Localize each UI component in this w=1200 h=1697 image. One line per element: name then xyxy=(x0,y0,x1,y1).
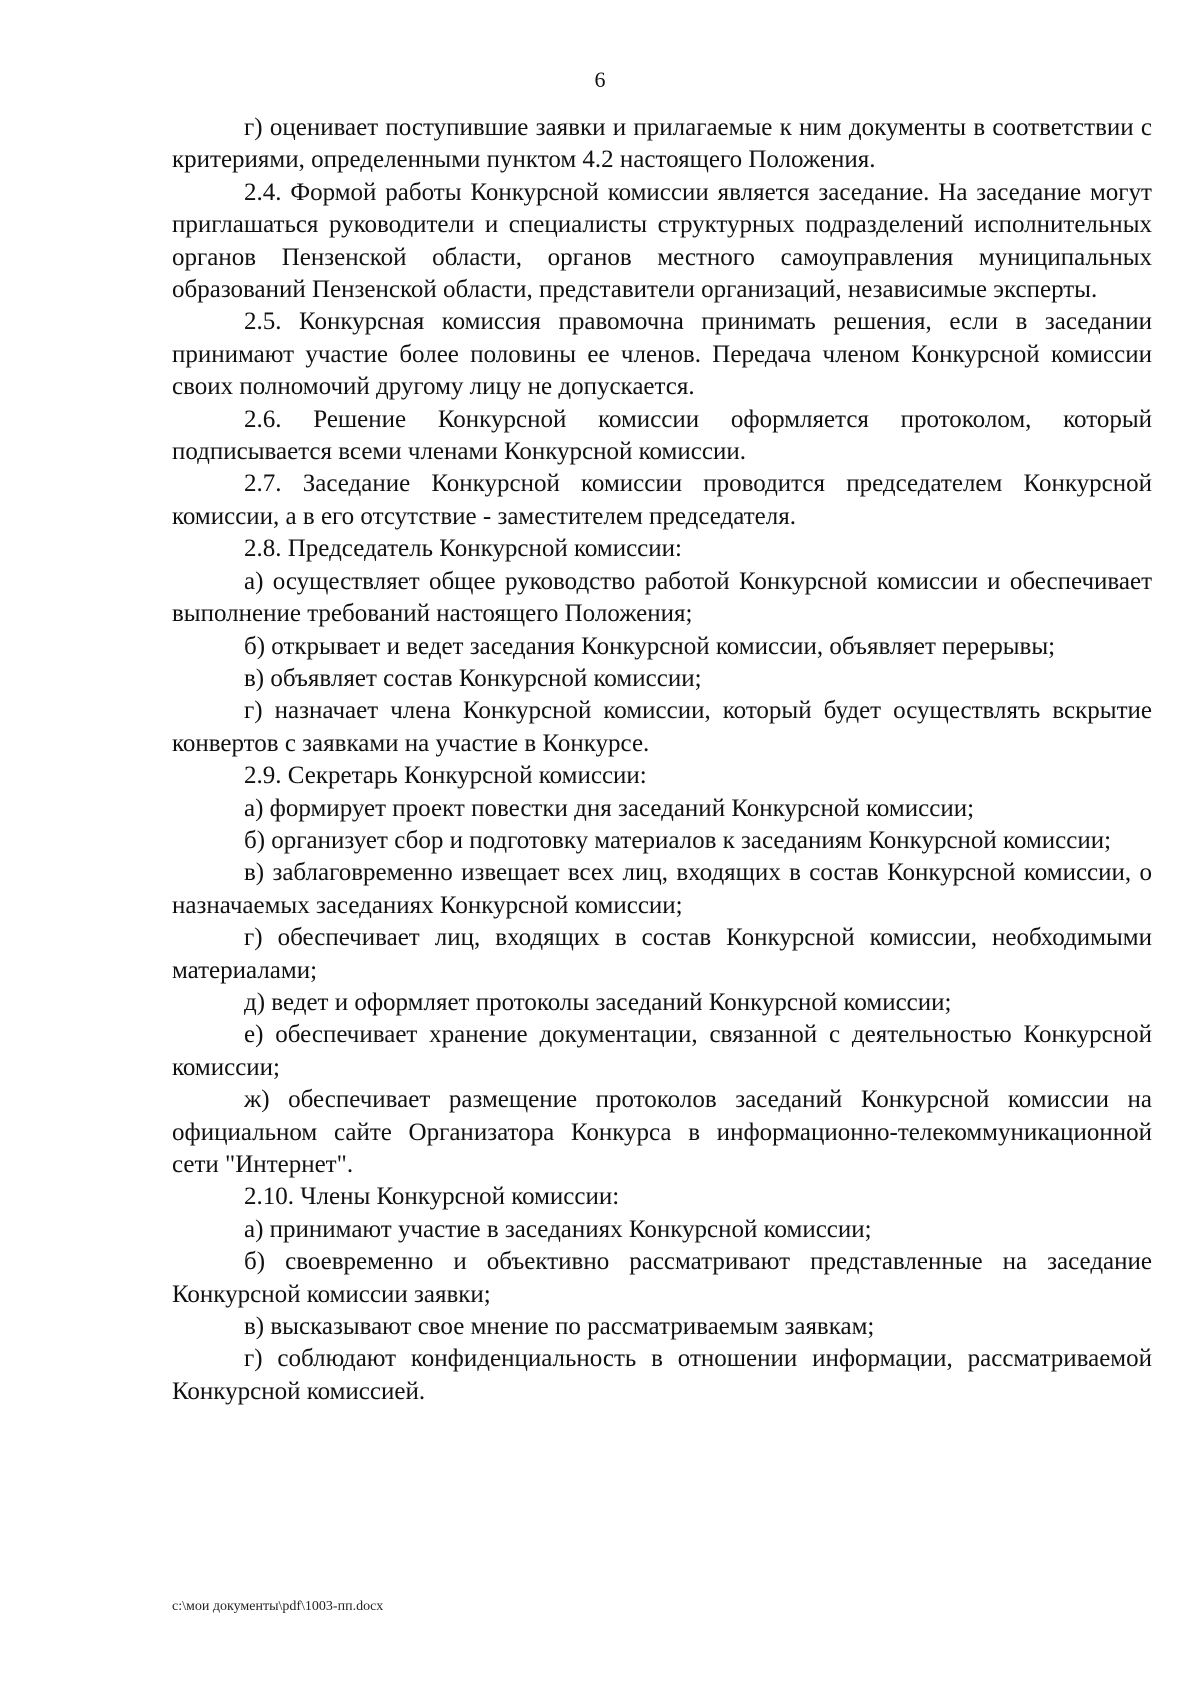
paragraph-2-7: 2.7. Заседание Конкурсной комиссии проводится председателем Конкурсной комиссии, а в его отсутствие - заместителем председателя. xyxy=(172,470,1152,530)
page-number: 6 xyxy=(594,67,606,92)
footer-file-path: c:\мои документы\pdf\1003-пп.docx xyxy=(172,1599,384,1614)
paragraph-2-5: 2.5. Конкурсная комиссия правомочна принимать решения, если в заседании принимают участие более половины ее членов. Передача членом Конкурсной комиссии своих полномочий другому лицу не допускается. xyxy=(172,308,1152,401)
paragraph-2-8-b: б) открывает и ведет заседания Конкурсной комиссии, объявляет перерывы; xyxy=(244,632,1056,660)
paragraph-2-10-v: в) высказывают свое мнение по рассматриваемым заявкам; xyxy=(244,1313,875,1341)
document-body xyxy=(172,112,1152,1408)
paragraph-2-9-g: г) обеспечивает лиц, входящих в состав Конкурсной комиссии, необходимыми материалами; xyxy=(172,924,1152,984)
paragraph-2-9-e: е) обеспечивает хранение документации, связанной с деятельностью Конкурсной комиссии; xyxy=(172,1021,1152,1081)
paragraph-2-9-zh: ж) обеспечивает размещение протоколов заседаний Конкурсной комиссии на официальном сайте Организатора Конкурса в информационно-телекоммуникационной сети "Интернет". xyxy=(172,1086,1152,1178)
paragraph-2-9-b: б) организует сбор и подготовку материалов к заседаниям Конкурсной комиссии; xyxy=(244,826,1112,854)
paragraph-2-6: 2.6. Решение Конкурсной комиссии оформляется протоколом, который подписывается всеми членами Конкурсной комиссии. xyxy=(172,405,1152,466)
paragraph-2-10-a: а) принимают участие в заседаниях Конкурсной комиссии; xyxy=(244,1215,872,1243)
paragraph-2-10-heading: 2.10. Члены Конкурсной комиссии: xyxy=(244,1183,620,1211)
paragraph-2-9-heading: 2.9. Секретарь Конкурсной комиссии: xyxy=(244,762,647,790)
paragraph-2-4: 2.4. Формой работы Конкурсной комиссии является заседание. На заседание могут приглашаться руководители и специалисты структурных подразделений исполнительных органов Пензенской области, органов местного самоуправления муниципальных образований Пензенской области, представители организаций, независимые эксперты. xyxy=(172,178,1152,304)
paragraph-2-9-a: а) формирует проект повестки дня заседаний Конкурсной комиссии; xyxy=(244,794,975,822)
paragraph-2-3-g: г) оценивает поступившие заявки и прилагаемые к ним документы в соответствии с критериями, определенными пунктом 4.2 настоящего Положения. xyxy=(172,114,1152,174)
paragraph-2-8-heading: 2.8. Председатель Конкурсной комиссии: xyxy=(244,535,682,563)
paragraph-2-9-v: в) заблаговременно извещает всех лиц, входящих в состав Конкурсной комиссии, о назначаемых заседаниях Конкурсной комиссии; xyxy=(172,859,1152,919)
paragraph-2-8-a: а) осуществляет общее руководство работой Конкурсной комиссии и обеспечивает выполнение требований настоящего Положения; xyxy=(172,567,1152,628)
paragraph-2-8-g: г) назначает члена Конкурсной комиссии, который будет осуществлять вскрытие конвертов с заявками на участие в Конкурсе. xyxy=(172,697,1152,757)
paragraph-2-10-b: б) своевременно и объективно рассматривают представленные на заседание Конкурсной комиссии заявки; xyxy=(172,1248,1152,1308)
paragraph-2-8-v: в) объявляет состав Конкурсной комиссии; xyxy=(244,664,702,692)
paragraph-2-10-g: г) соблюдают конфиденциальность в отношении информации, рассматриваемой Конкурсной комиссией. xyxy=(172,1345,1152,1405)
paragraph-2-9-d: д) ведет и оформляет протоколы заседаний Конкурсной комиссии; xyxy=(244,988,952,1016)
